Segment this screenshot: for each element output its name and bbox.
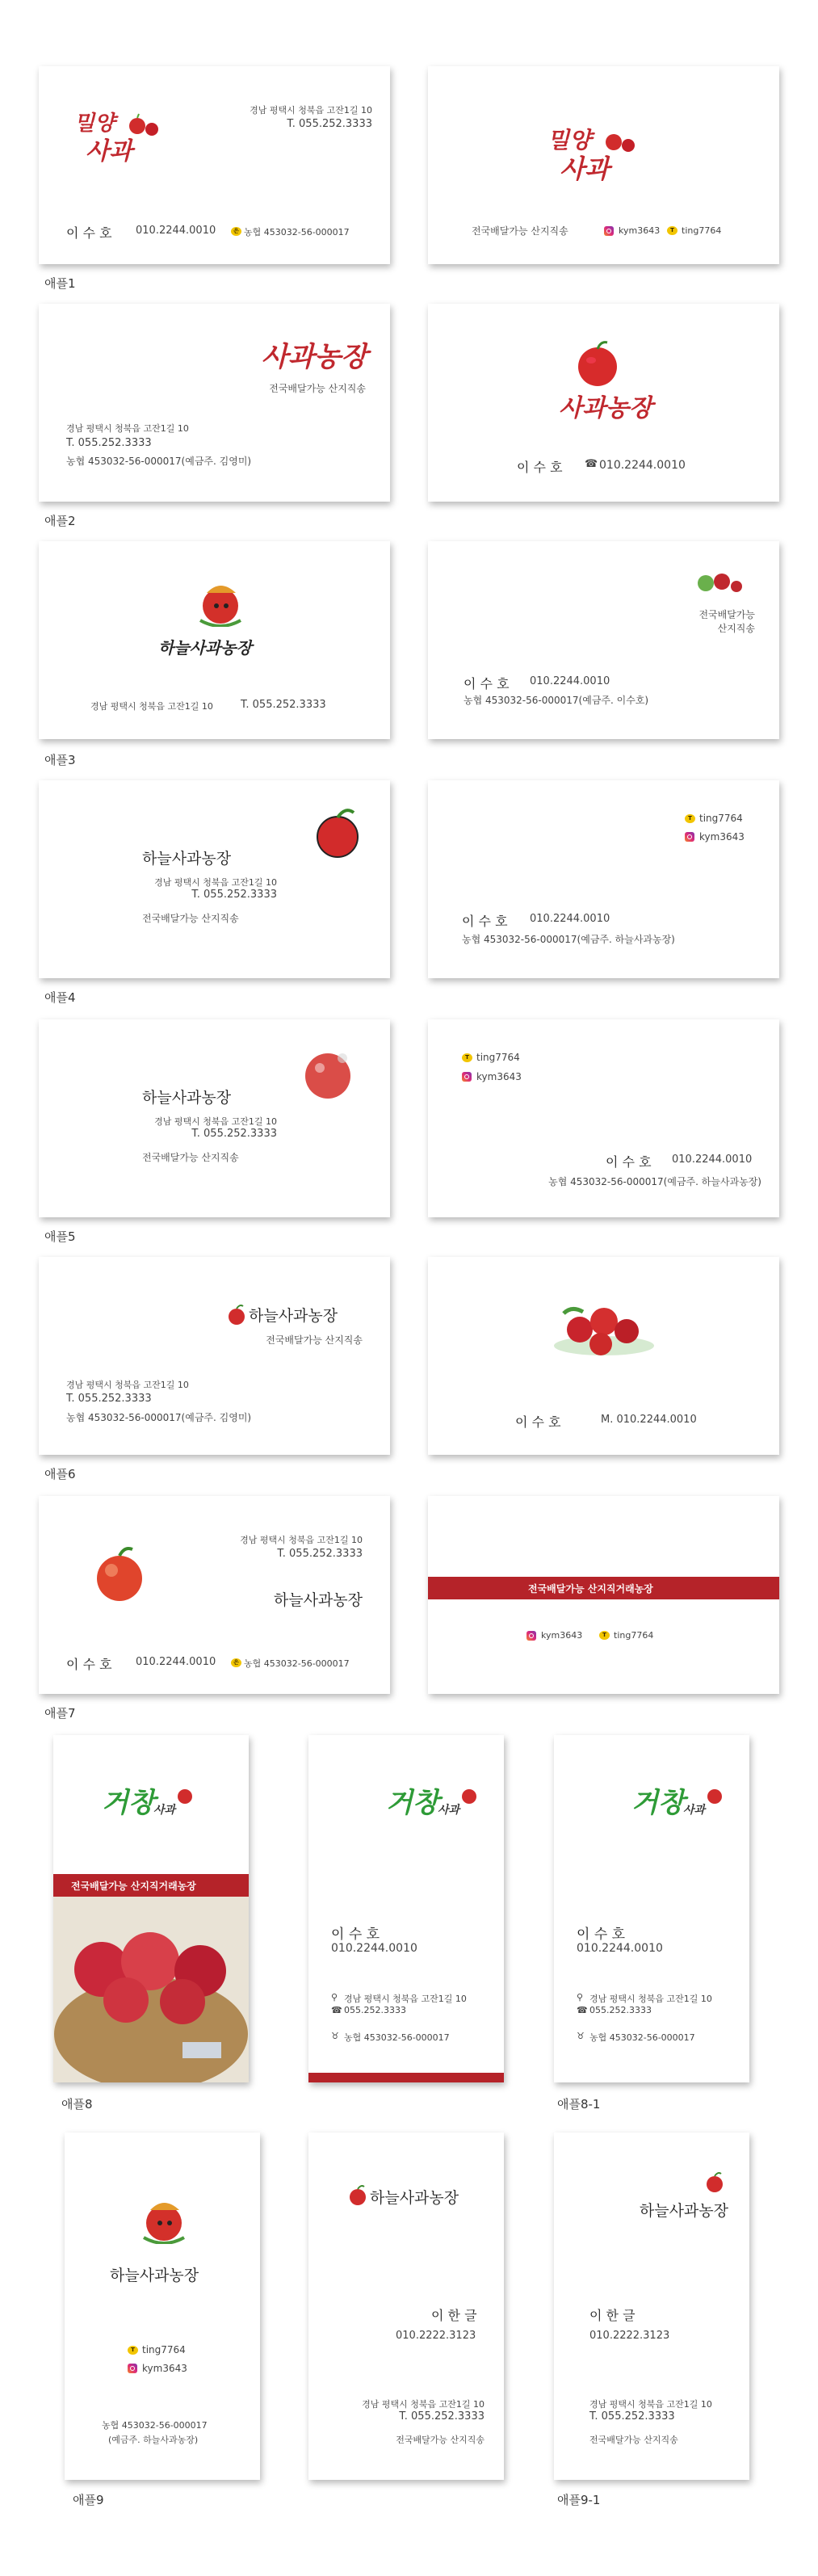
address-line: 경남 평택시 청북읍 고잔1길 10 [362,2399,485,2410]
apple-icon [226,1304,247,1326]
instagram-id: kym3643 [142,2363,187,2374]
kakao-icon: T [462,1052,472,1063]
card-apple9-back [308,2133,504,2480]
phone-icon: ☎ [585,458,598,470]
mobile-number: 010.2244.0010 [530,675,610,687]
brand-geochang-bottom: 사과 [438,1804,460,1817]
caption: 애플9-1 [557,2493,601,2507]
caption: 애플6 [44,1467,76,1481]
bank-account: 농협 453032-56-000017(예금주. 김영미) [66,456,252,467]
tel-line: T. 055.252.3333 [241,699,326,711]
person-name: 이 한 글 [589,2308,636,2323]
apple-icon [706,1787,724,1805]
instagram-icon [604,225,614,236]
bank-account: 농협 453032-56-000017(예금주. 하늘사과농장) [462,934,675,945]
card-apple1-front [39,66,390,264]
caption: 애플4 [44,990,76,1005]
address-line: 경남 평택시 청북읍 고잔1길 10 [589,1994,712,2004]
card-apple8-front [308,1735,504,2082]
farm-name: 하늘사과농장 [249,1307,338,1325]
address-line: 경남 평택시 청북읍 고잔1길 10 [66,1380,189,1390]
farm-name: 하늘사과농장 [142,1089,232,1107]
delivery-text: 전국배달가능 산지직송 [589,2435,678,2445]
brand-geochang-bottom: 사과 [683,1804,706,1817]
bank-account: 농협 453032-56-000017(예금주. 김영미) [66,1412,252,1423]
brand-geochang-top: 거창 [631,1787,685,1819]
apple-icon [704,2171,725,2194]
delivery-text: 전국배달가능 산지직송 [142,913,239,924]
apple-icon [128,113,163,137]
brand-miryang-bottom: 사과 [86,137,132,166]
apple-icon [460,1787,478,1805]
person-name: 이 수 호 [577,1927,626,1943]
phone-icon: ☎ [331,2005,342,2015]
brand-geochang-top: 거창 [102,1787,155,1819]
mobile-number: 010.2244.0010 [577,1942,663,1955]
mobile-number: 010.2244.0010 [331,1942,417,1955]
caption: 애플8-1 [557,2097,601,2112]
mobile-number: 010.2222.3123 [589,2330,670,2342]
red-footer-bar [308,2073,504,2082]
banner-text: 전국배달가능 산지직거래농장 [71,1881,196,1892]
card-apple4-front [39,780,390,978]
farm-name: 하늘사과농장 [639,2202,728,2220]
card-apple2-back [428,304,779,502]
address-line: 경남 평택시 청북읍 고잔1길 10 [250,105,372,116]
banner-text: 전국배달가능 산지직거래농장 [528,1583,653,1595]
bank-account: 농협 453032-56-000017 [244,227,350,237]
card-apple6-front [39,1257,390,1455]
kakao-icon: T [128,2344,138,2355]
card-apple8-1-front [554,1735,749,2082]
kakao-icon: T [599,1629,610,1641]
mobile-number: 010.2244.0010 [136,1656,216,1668]
farm-name: 하늘사과농장 [370,2189,459,2207]
kakao-icon: T [667,225,677,236]
apple-icon [176,1787,194,1805]
apple-icon [313,805,362,858]
address-line: 경남 평택시 청북읍 고잔1길 10 [344,1994,467,2004]
mobile-number: 010.2244.0010 [530,913,610,925]
brand-geochang-top: 거창 [386,1787,439,1819]
person-name: 이 수 호 [517,460,563,475]
apple-icon [573,339,622,388]
delivery-text-line2: 산지직송 [717,623,755,634]
tel-line: T. 055.252.3333 [399,2410,485,2423]
instagram-icon [462,1070,472,1082]
address-line: 경남 평택시 청북읍 고잔1길 10 [589,2399,712,2410]
mobile-number: M. 010.2244.0010 [601,1414,697,1426]
tel-line: T. 055.252.3333 [589,2410,675,2423]
delivery-text: 전국배달가능 산지직송 [142,1152,239,1163]
brand-farm: 사과농장 [261,341,367,373]
person-name: 이 수 호 [462,914,508,929]
brand-miryang-top: 밀양 [74,111,115,136]
mobile-number: 010.2244.0010 [672,1154,753,1166]
red-banner [53,1874,249,1897]
tel-line: T. 055.252.3333 [191,1128,277,1140]
farm-name: 하늘사과농장 [273,1591,363,1609]
tel-line: 055.252.3333 [589,2005,652,2015]
bank-icon: ♉ [577,2031,585,2041]
caption: 애플9 [73,2493,104,2507]
mobile-number: 010.2222.3123 [396,2330,476,2342]
bank-icon: 은 [231,225,241,237]
kakao-id: ting7764 [142,2344,186,2355]
card-apple5-back [428,1019,779,1217]
tel-line: 055.252.3333 [344,2005,406,2015]
person-name: 이 수 호 [606,1154,652,1170]
kakao-id: ting7764 [682,225,722,236]
tel-line: T. 055.252.3333 [191,889,277,901]
apple-icon [694,570,743,595]
person-name: 이 수 호 [464,676,510,691]
bank-account: 농협 453032-56-000017 [102,2420,208,2431]
farm-name: 하늘사과농장 [142,850,232,868]
card-apple7-back [428,1496,779,1694]
delivery-text-line1: 전국배달가능 [698,609,755,620]
person-name: 이 수 호 [66,1657,112,1672]
brand-farm: 사과농장 [559,394,652,422]
delivery-text: 전국배달가능 산지직송 [472,225,568,237]
person-name: 이 수 호 [66,225,112,241]
tel-line: T. 055.252.3333 [66,1393,152,1405]
instagram-id: kym3643 [619,225,661,236]
caption: 애플2 [44,514,76,528]
person-name: 이 수 호 [515,1414,561,1430]
person-name: 이 수 호 [331,1927,380,1943]
brand-geochang-bottom: 사과 [153,1804,176,1817]
kakao-id: ting7764 [476,1052,520,1063]
tel-line: T. 055.252.3333 [287,118,372,130]
apple-icon [347,2184,368,2207]
instagram-icon [526,1629,536,1641]
apple-icon [604,129,640,153]
card-apple8-photo [53,1735,249,2082]
apple-basket-photo [53,1897,249,2082]
instagram-icon [128,2362,137,2373]
kakao-id: ting7764 [614,1630,654,1641]
card-apple3-back [428,541,779,739]
card-apple2-front [39,304,390,502]
card-apple9-1-back [554,2133,749,2480]
address-line: 경남 평택시 청북읍 고잔1길 10 [90,701,213,712]
card-apple6-back [428,1257,779,1455]
card-apple3-front [39,541,390,739]
apple-icon [136,2196,192,2244]
address-line: 경남 평택시 청북읍 고잔1길 10 [240,1535,363,1545]
address-line: 경남 평택시 청북읍 고잔1길 10 [66,423,189,434]
brand-miryang-bottom: 사과 [560,153,610,184]
caption: 애플7 [44,1706,76,1721]
farm-name: 하늘사과농장 [110,2267,199,2284]
bank-account: 농협 453032-56-000017 [589,2032,695,2043]
brand-miryang-top: 밀양 [547,127,592,153]
apple-icon [192,578,249,627]
bank-holder: (예금주. 하늘사과농장) [108,2435,199,2445]
caption: 애플3 [44,753,76,767]
caption: 애플5 [44,1229,76,1244]
card-apple1-back [428,66,779,264]
tel-line: T. 055.252.3333 [66,437,152,449]
location-icon: ⚲ [577,1992,584,2002]
delivery-text: 전국배달가능 산지직송 [269,383,366,394]
phone-icon: ☎ [577,2005,588,2015]
red-banner [428,1577,779,1599]
card-apple7-front [39,1496,390,1694]
apple-illustration [547,1297,661,1362]
card-apple5-front [39,1019,390,1217]
instagram-icon [685,830,694,842]
bank-account: 농협 453032-56-000017 [244,1658,350,1669]
instagram-id: kym3643 [699,831,745,843]
apple-icon [87,1541,152,1606]
bank-account: 농협 453032-56-000017(예금주. 이수호) [464,695,649,706]
delivery-text: 전국배달가능 산지직송 [266,1334,363,1346]
tel-line: T. 055.252.3333 [277,1548,363,1560]
card-apple9-front [65,2133,260,2480]
bank-icon: 은 [231,1657,241,1668]
bank-account: 농협 453032-56-000017 [344,2032,450,2043]
mobile-number: 010.2244.0010 [136,225,216,237]
apple-icon [296,1042,360,1107]
instagram-id: kym3643 [541,1630,583,1641]
instagram-id: kym3643 [476,1071,522,1082]
card-apple4-back [428,780,779,978]
delivery-text: 전국배달가능 산지직송 [396,2435,485,2445]
farm-name-brush: 하늘사과농장 [158,638,252,658]
caption: 애플8 [61,2097,93,2112]
location-icon: ⚲ [331,1992,338,2002]
bank-icon: ♉ [331,2031,339,2041]
address-line: 경남 평택시 청북읍 고잔1길 10 [154,877,277,888]
mobile-number: 010.2244.0010 [599,459,686,472]
address-line: 경남 평택시 청북읍 고잔1길 10 [154,1116,277,1127]
kakao-icon: T [685,813,695,824]
person-name: 이 한 글 [431,2308,477,2323]
caption: 애플1 [44,276,76,291]
bank-account: 농협 453032-56-000017(예금주. 하늘사과농장) [548,1176,761,1187]
kakao-id: ting7764 [699,813,743,824]
